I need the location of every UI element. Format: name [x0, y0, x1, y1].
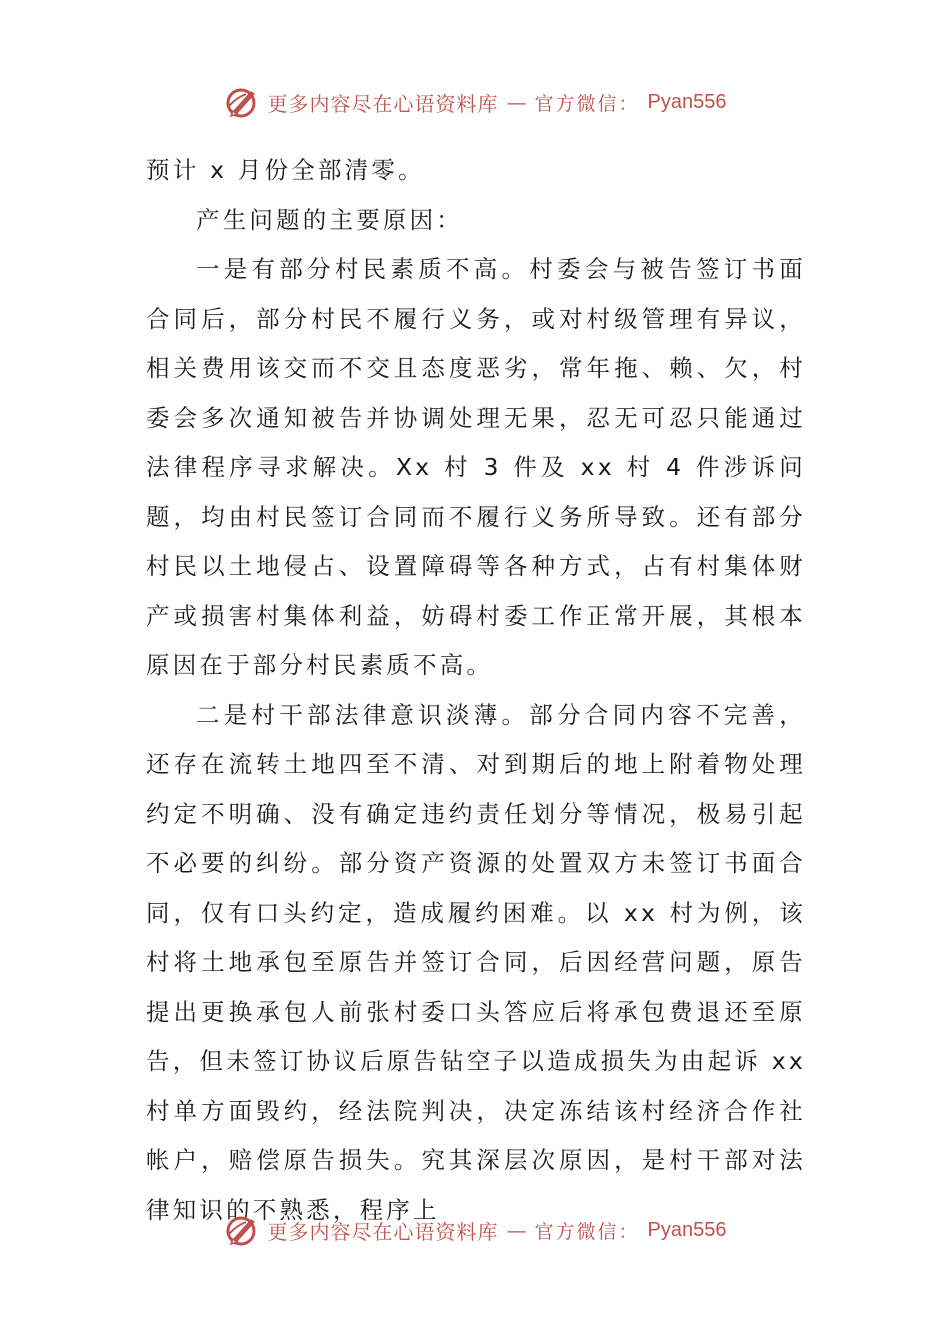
watermark-wechat-id: Pyan556	[647, 1218, 727, 1241]
watermark-site-text: 更多内容尽在心语资料库	[267, 91, 499, 116]
watermark-wechat-label: 官方微信：	[534, 92, 640, 115]
watermark-wechat-id: Pyan556	[647, 90, 727, 113]
paragraph-cause-one: 一是有部分村民素质不高。村委会与被告签订书面合同后，部分村民不履行义务，或对村级管理有异议，相关费用该交而不交且态度恶劣，常年拖、赖、欠，村委会多次通知被告并协调处理无果，忍无可忍只能通过法律程序寻求解决。Xx 村 3 件及 xx 村 4 件涉诉问题，均由村民签订合同而不履行义务所导致。还有部分村民以土地侵占、设置障碍等各种方式，占有村集体财产或损害村集体利益，妨碍村委工作正常开展，其根本原因在于部分村民素质不高。	[146, 255, 806, 679]
watermark-site-text: 更多内容尽在心语资料库	[267, 1219, 499, 1244]
paragraph-carryover: 预计 x 月份全部清零。	[146, 156, 425, 184]
watermark-wechat-label: 官方微信：	[534, 1220, 640, 1243]
footer-watermark	[0, 1210, 950, 1250]
paragraph-causes-heading: 产生问题的主要原因：	[196, 205, 463, 234]
document-body	[146, 146, 806, 1235]
watermark-separator: —	[506, 90, 527, 114]
paragraph-cause-two: 二是村干部法律意识淡薄。部分合同内容不完善，还存在流转土地四至不清、对到期后的地上附着物处理约定不明确、没有确定违约责任划分等情况，极易引起不必要的纠纷。部分资产资源的处置双方未签订书面合同，仅有口头约定，造成履约困难。以 xx 村为例，该村将土地承包至原告并签订合同，后因经营问题，原告提出更换承包人前张村委口头答应后将承包费退还至原告，但未签订协议后原告钻空子以造成损失为由起诉 xx 村单方面毁约，经法院判决，决定冻结该村经济合作社帐户，赔偿原告损失。究其深层次原因，是村干部对法律知识的不熟悉，程序上	[146, 700, 806, 1224]
pen-logo-icon	[224, 1212, 260, 1248]
pen-logo-icon	[224, 84, 260, 120]
watermark-separator: —	[506, 1218, 527, 1242]
header-watermark	[0, 82, 950, 122]
